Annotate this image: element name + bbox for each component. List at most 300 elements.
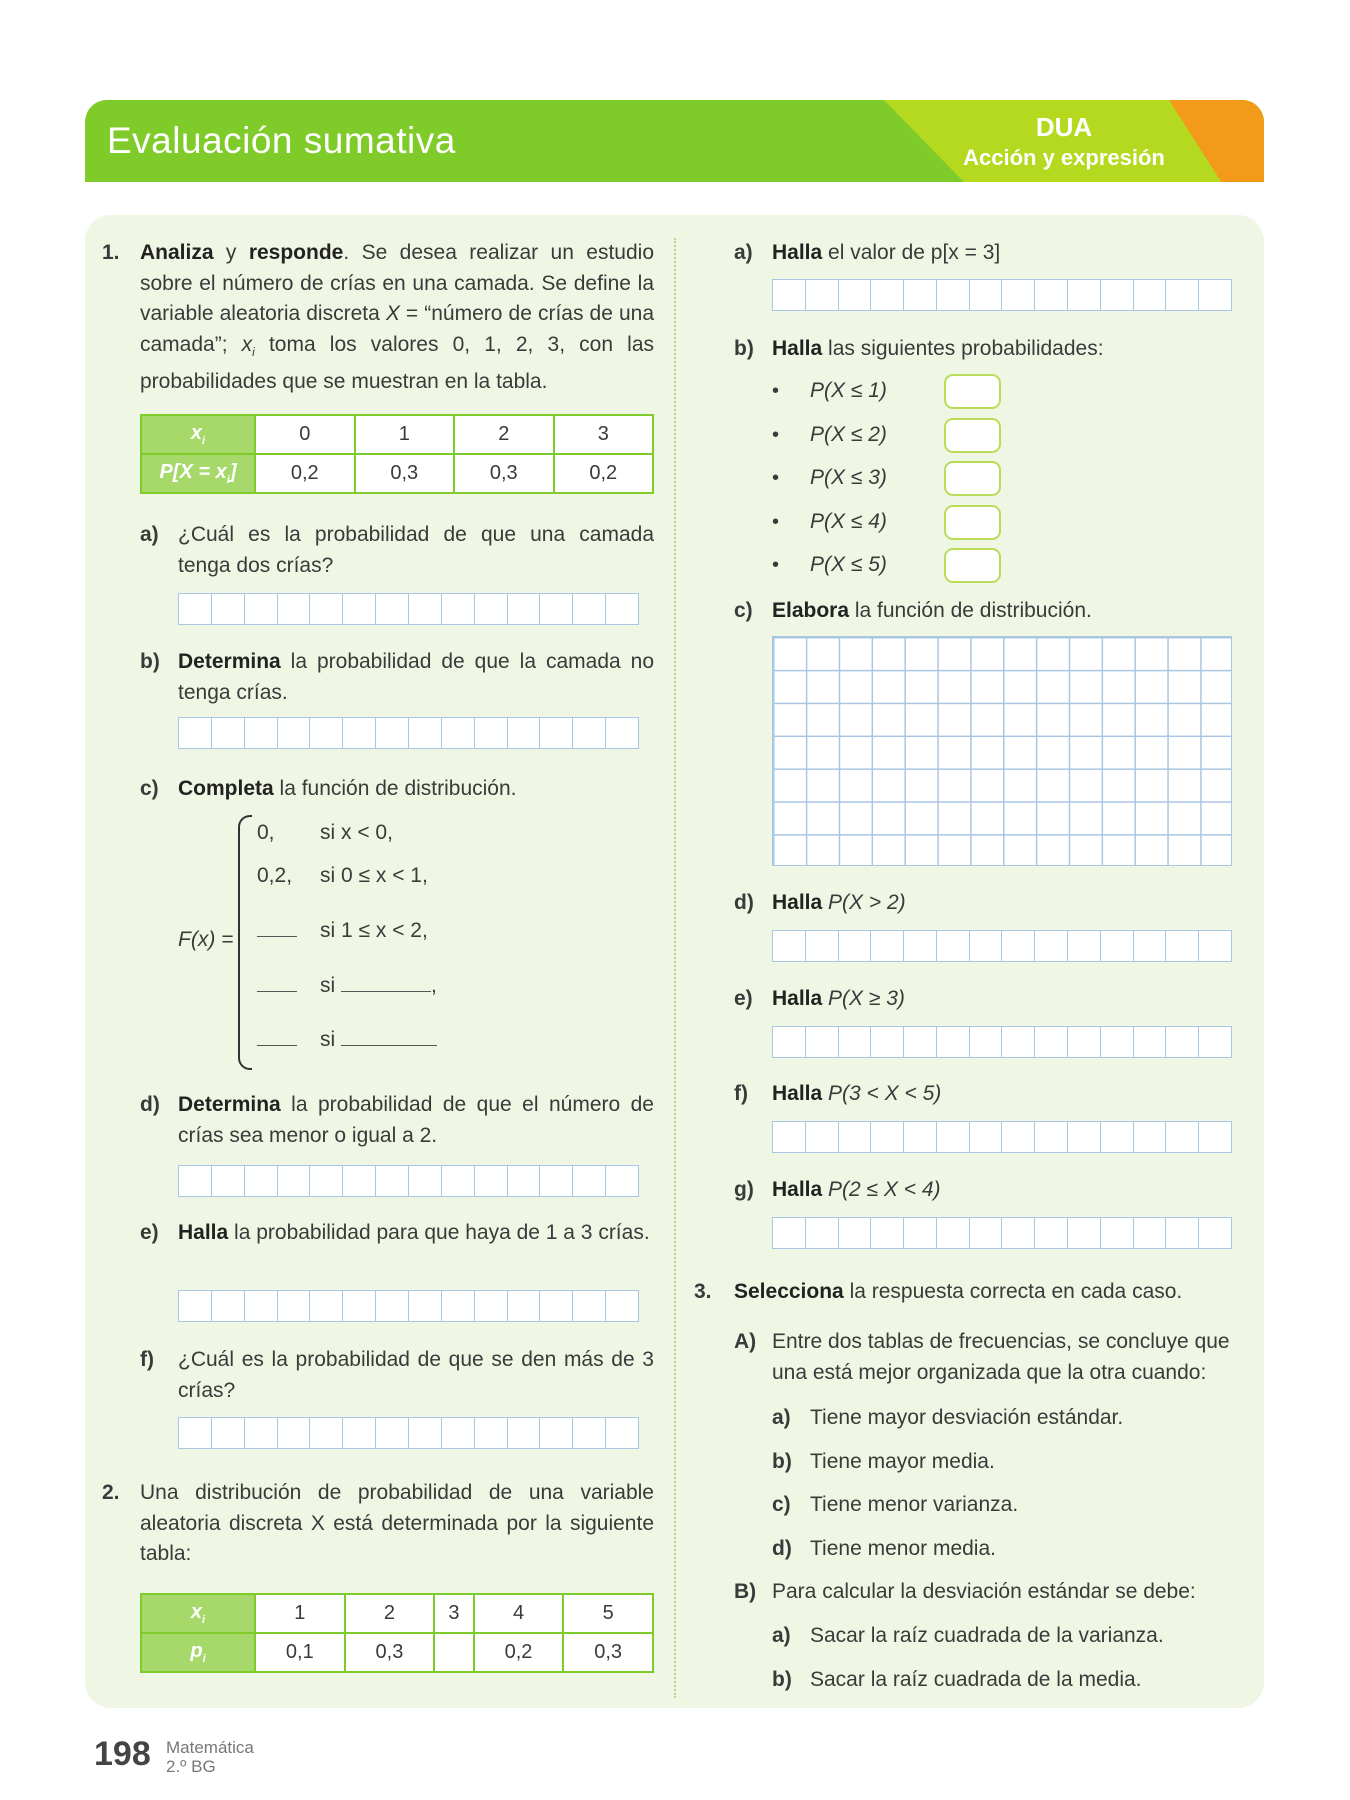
answer-cell[interactable] — [1166, 931, 1199, 961]
probability-answer-box[interactable] — [944, 461, 1001, 496]
bold: Determina — [178, 650, 281, 673]
distribution-grid[interactable] — [772, 636, 1232, 866]
option-letter[interactable]: b) — [772, 1449, 792, 1473]
answer-cell[interactable] — [376, 1166, 409, 1196]
answer-cell[interactable] — [1134, 931, 1167, 961]
q1c-letter: c) — [140, 777, 159, 800]
answer-cell[interactable] — [1002, 1218, 1035, 1248]
answer-cell[interactable] — [839, 931, 872, 961]
t: P(3 < X < 5) — [822, 1082, 942, 1105]
table-header-pi: $p_i$ — [141, 1633, 255, 1672]
answer-cell[interactable] — [343, 1166, 376, 1196]
answer-cell[interactable] — [1199, 1027, 1231, 1057]
t: la probabilidad de que la camada no tenga crías. — [178, 650, 654, 704]
answer-cell[interactable] — [773, 931, 806, 961]
answer-cell[interactable] — [1068, 1122, 1101, 1152]
q1b-letter: b) — [140, 650, 160, 673]
answer-cell[interactable] — [179, 1291, 212, 1321]
answer-cell[interactable] — [442, 1418, 475, 1448]
answer-cell[interactable] — [343, 1291, 376, 1321]
answer-cell[interactable] — [1035, 1218, 1068, 1248]
bullet-icon: • — [772, 380, 780, 402]
q1b-text — [178, 647, 654, 708]
q2d-answer-boxes[interactable] — [772, 930, 1232, 962]
fx-r2-value: 0,2, — [257, 864, 293, 887]
table-cell: 0,2 — [255, 454, 355, 493]
answer-cell[interactable] — [343, 718, 376, 748]
probability-answer-box[interactable] — [944, 418, 1001, 453]
answer-cell[interactable] — [904, 1218, 937, 1248]
answer-cell[interactable] — [475, 1291, 508, 1321]
answer-cell[interactable] — [540, 1291, 573, 1321]
answer-cell[interactable] — [409, 1291, 442, 1321]
answer-cell[interactable] — [970, 1027, 1003, 1057]
answer-cell[interactable] — [376, 1291, 409, 1321]
answer-cell[interactable] — [212, 1166, 245, 1196]
answer-cell[interactable] — [573, 718, 606, 748]
answer-cell[interactable] — [606, 1166, 638, 1196]
answer-cell[interactable] — [442, 1166, 475, 1196]
answer-cell[interactable] — [606, 718, 638, 748]
answer-cell[interactable] — [871, 280, 904, 310]
answer-cell[interactable] — [540, 718, 573, 748]
table-cell: 0,3 — [563, 1633, 653, 1672]
si: si — [320, 1028, 336, 1051]
fx-brace — [238, 815, 252, 1070]
answer-cell[interactable] — [508, 1418, 541, 1448]
answer-cell[interactable] — [1134, 1122, 1167, 1152]
fx-r5-value[interactable] — [257, 1025, 297, 1056]
answer-cell[interactable] — [409, 1166, 442, 1196]
answer-cell[interactable] — [376, 594, 409, 624]
fx-r3-value[interactable] — [257, 916, 297, 947]
answer-cell[interactable] — [773, 1027, 806, 1057]
answer-cell[interactable] — [1068, 1027, 1101, 1057]
q2c-text — [772, 596, 1242, 627]
answer-cell[interactable] — [1068, 931, 1101, 961]
q3-number: 3. — [694, 1280, 712, 1303]
probability-item: P(X ≤ 4) — [810, 509, 887, 533]
answer-cell[interactable] — [1002, 1027, 1035, 1057]
answer-cell[interactable] — [310, 594, 343, 624]
answer-cell[interactable] — [904, 280, 937, 310]
t: la función de distribución. — [273, 777, 517, 800]
answer-cell[interactable] — [310, 1291, 343, 1321]
answer-cell[interactable] — [1199, 280, 1231, 310]
q2d-text — [772, 888, 1242, 919]
answer-cell[interactable] — [970, 931, 1003, 961]
answer-cell[interactable] — [475, 594, 508, 624]
answer-cell[interactable] — [970, 280, 1003, 310]
q2b-letter: b) — [734, 337, 754, 360]
answer-cell[interactable] — [179, 1418, 212, 1448]
answer-cell[interactable] — [1035, 1122, 1068, 1152]
table-cell: 0,1 — [255, 1633, 345, 1672]
answer-cell[interactable] — [904, 931, 937, 961]
answer-cell[interactable] — [409, 718, 442, 748]
answer-cell[interactable] — [475, 1418, 508, 1448]
q2d-letter: d) — [734, 891, 754, 914]
table-cell: 0,2 — [554, 454, 654, 493]
column-divider — [674, 238, 676, 1698]
bold: Halla — [178, 1221, 229, 1244]
answer-cell[interactable] — [1199, 1122, 1231, 1152]
answer-cell[interactable] — [839, 1122, 872, 1152]
q1f-text: ¿Cuál es la probabilidad de que se den más de 3 crías? — [178, 1348, 654, 1402]
answer-cell[interactable] — [871, 1027, 904, 1057]
answer-cell[interactable] — [806, 1218, 839, 1248]
table-cell: 5 — [563, 1594, 653, 1633]
t: la probabilidad de que el número de crías sea menor o igual a 2. — [178, 1093, 654, 1147]
probability-item: P(X ≤ 5) — [810, 553, 887, 576]
answer-cell[interactable] — [409, 1418, 442, 1448]
table-cell: 1 — [355, 415, 455, 454]
answer-cell[interactable] — [245, 1418, 278, 1448]
q2g-answer-boxes[interactable] — [772, 1217, 1232, 1249]
answer-cell[interactable] — [1101, 1027, 1134, 1057]
answer-cell[interactable] — [1166, 1218, 1199, 1248]
probability-item: P(X ≤ 3) — [810, 466, 887, 489]
answer-cell[interactable] — [278, 1166, 311, 1196]
answer-cell[interactable] — [1199, 1218, 1231, 1248]
q1-var: X — [385, 302, 400, 325]
q1a-answer-boxes[interactable] — [178, 593, 639, 625]
answer-cell[interactable] — [343, 1418, 376, 1448]
t: la probabilidad para que haya de 1 a 3 crías. — [228, 1221, 650, 1244]
bullet-icon: • — [772, 510, 780, 533]
answer-cell[interactable] — [871, 1218, 904, 1248]
table-cell: 1 — [255, 1594, 345, 1633]
answer-cell[interactable] — [1002, 931, 1035, 961]
answer-cell[interactable] — [540, 594, 573, 624]
answer-cell[interactable] — [442, 594, 475, 624]
h: x — [190, 422, 203, 444]
answer-cell[interactable] — [212, 1291, 245, 1321]
answer-cell[interactable] — [904, 1027, 937, 1057]
table-header-p: $P[X = x_i]$ — [141, 454, 255, 493]
table-cell: 4 — [474, 1594, 564, 1633]
q1-probability-table — [140, 414, 654, 494]
option-text[interactable]: Tiene menor varianza. — [810, 1493, 1019, 1516]
si: si — [320, 974, 336, 997]
q1c-text — [178, 774, 654, 805]
answer-cell[interactable] — [839, 280, 872, 310]
answer-cell[interactable] — [508, 1291, 541, 1321]
answer-cell[interactable] — [1035, 1027, 1068, 1057]
table-cell: 2 — [345, 1594, 435, 1633]
answer-cell[interactable] — [1002, 280, 1035, 310]
answer-cell[interactable] — [442, 1291, 475, 1321]
q3B-text: Para calcular la desviación estándar se debe: — [772, 1580, 1196, 1603]
answer-cell[interactable] — [1101, 1122, 1134, 1152]
answer-cell[interactable] — [937, 1027, 970, 1057]
probability-answer-box[interactable] — [944, 548, 1001, 583]
q1e-text — [178, 1218, 654, 1249]
answer-cell[interactable] — [508, 594, 541, 624]
answer-cell[interactable] — [540, 1418, 573, 1448]
dua-subtitle: Acción y expresión — [963, 145, 1165, 170]
t: el valor de p[x = 3] — [822, 241, 1001, 264]
answer-cell[interactable] — [1101, 280, 1134, 310]
answer-cell[interactable] — [540, 1166, 573, 1196]
q1-statement — [140, 238, 654, 398]
bullet-icon: • — [772, 554, 780, 576]
option-letter[interactable]: a) — [772, 1624, 791, 1647]
answer-cell[interactable] — [871, 1122, 904, 1152]
h: ] — [229, 461, 237, 483]
q1-bold-responde: responde — [248, 241, 344, 264]
q2a-letter: a) — [734, 241, 753, 264]
option-text[interactable]: Tiene mayor media. — [810, 1449, 995, 1473]
q1b-answer-boxes[interactable] — [178, 717, 639, 749]
answer-cell[interactable] — [606, 1291, 638, 1321]
answer-cell[interactable] — [1134, 1027, 1167, 1057]
answer-cell[interactable] — [475, 1166, 508, 1196]
bold: Halla — [772, 241, 823, 264]
option-text[interactable]: Sacar la raíz cuadrada de la varianza. — [810, 1624, 1164, 1647]
answer-cell[interactable] — [937, 931, 970, 961]
answer-cell[interactable] — [212, 1418, 245, 1448]
answer-cell[interactable] — [310, 718, 343, 748]
t: la respuesta correcta en cada caso. — [843, 1280, 1183, 1303]
t: las siguientes probabilidades: — [822, 337, 1104, 360]
q3B-letter: B) — [734, 1580, 757, 1603]
table-cell: 0,3 — [454, 454, 554, 493]
bold: Completa — [178, 777, 274, 800]
answer-cell[interactable] — [573, 1291, 606, 1321]
q2-statement: Una distribución de probabilidad de una variable aleatoria discreta X está determinada por la siguiente tabla: — [140, 1481, 654, 1565]
answer-cell[interactable] — [179, 594, 212, 624]
section-header — [85, 100, 1264, 182]
answer-cell[interactable] — [278, 594, 311, 624]
q2e-answer-boxes[interactable] — [772, 1026, 1232, 1058]
option-letter[interactable]: b) — [772, 1667, 792, 1691]
answer-cell[interactable] — [937, 280, 970, 310]
page-title: Evaluación sumativa — [107, 120, 456, 161]
q1-text: y — [213, 241, 249, 264]
answer-cell[interactable] — [475, 718, 508, 748]
q2a-answer-boxes[interactable] — [772, 279, 1232, 311]
fx-r4-value[interactable] — [257, 971, 297, 1002]
q1-text: = “número de crías de una camada”; — [140, 302, 654, 356]
q1-var: x — [241, 332, 253, 356]
answer-cell[interactable] — [773, 1218, 806, 1248]
t: la función de distribución. — [849, 599, 1092, 622]
fx-lhs: F(x) = — [178, 928, 234, 951]
answer-cell[interactable] — [245, 1166, 278, 1196]
option-text[interactable]: Sacar la raíz cuadrada de la media. — [810, 1667, 1142, 1691]
footer-subject — [166, 1738, 254, 1776]
answer-cell[interactable] — [278, 1418, 311, 1448]
bold: Halla — [772, 1178, 823, 1201]
answer-cell[interactable] — [871, 931, 904, 961]
answer-cell[interactable] — [343, 594, 376, 624]
answer-cell[interactable] — [212, 718, 245, 748]
answer-cell[interactable] — [806, 1027, 839, 1057]
answer-cell[interactable] — [1002, 1122, 1035, 1152]
q2f-letter: f) — [734, 1082, 748, 1105]
answer-cell[interactable] — [179, 718, 212, 748]
answer-cell[interactable] — [212, 594, 245, 624]
option-letter[interactable]: d) — [772, 1536, 792, 1560]
answer-cell[interactable] — [508, 718, 541, 748]
answer-cell[interactable] — [1199, 931, 1231, 961]
fx-r1-cond: si x < 0, — [320, 821, 393, 844]
bold: Selecciona — [734, 1280, 844, 1303]
answer-cell[interactable] — [573, 1166, 606, 1196]
answer-cell[interactable] — [245, 718, 278, 748]
answer-cell[interactable] — [409, 594, 442, 624]
answer-cell[interactable] — [937, 1218, 970, 1248]
answer-cell[interactable] — [806, 280, 839, 310]
fx-r2-cond: si 0 ≤ x < 1, — [320, 864, 428, 887]
answer-cell[interactable] — [1166, 1122, 1199, 1152]
q1-bold-analiza: Analiza — [140, 241, 214, 264]
table-cell: 3 — [554, 415, 654, 454]
option-letter[interactable]: c) — [772, 1493, 791, 1516]
q1-text: toma los valores 0, 1, 2, 3, con las probabilidades que se muestran en la tabla. — [140, 332, 654, 394]
answer-cell[interactable] — [376, 718, 409, 748]
answer-cell[interactable] — [970, 1218, 1003, 1248]
q3A-text: Entre dos tablas de frecuencias, se concluye que una está mejor organizada que la otra cuando: — [772, 1330, 1230, 1384]
answer-cell[interactable] — [376, 1418, 409, 1448]
table-cell-empty[interactable] — [434, 1633, 473, 1672]
answer-cell[interactable] — [245, 1291, 278, 1321]
t: P(2 ≤ X < 4) — [822, 1178, 941, 1201]
dua-badge — [934, 112, 1194, 171]
answer-cell[interactable] — [1035, 280, 1068, 310]
answer-cell[interactable] — [839, 1218, 872, 1248]
t: P(X > 2) — [822, 891, 906, 914]
probability-answer-box[interactable] — [944, 374, 1001, 409]
probability-answer-box[interactable] — [944, 505, 1001, 540]
table-cell: 0,3 — [345, 1633, 435, 1672]
probability-item: P(X ≤ 2) — [810, 422, 887, 446]
bold: Halla — [772, 891, 823, 914]
answer-cell[interactable] — [1166, 280, 1199, 310]
page-number: 198 — [94, 1735, 151, 1773]
fx-r3-cond: si 1 ≤ x < 2, — [320, 919, 428, 942]
table-cell: 3 — [434, 1594, 473, 1633]
q1f-answer-boxes[interactable] — [178, 1417, 639, 1449]
q2f-text — [772, 1079, 1242, 1110]
dua-title: DUA — [1035, 112, 1093, 142]
answer-cell[interactable] — [606, 1418, 638, 1448]
answer-cell[interactable] — [508, 1166, 541, 1196]
answer-cell[interactable] — [1068, 280, 1101, 310]
answer-cell[interactable] — [573, 594, 606, 624]
q1-text: . Se desea realizar un estudio sobre el número de crías en una camada. Se define la variable aleatoria discreta — [140, 241, 655, 325]
q2c-letter: c) — [734, 599, 753, 622]
fx-r1-value: 0, — [257, 821, 275, 844]
answer-cell[interactable] — [1134, 280, 1167, 310]
answer-cell[interactable] — [179, 1166, 212, 1196]
table-cell: 0,2 — [474, 1633, 564, 1672]
answer-cell[interactable] — [1166, 1027, 1199, 1057]
answer-cell[interactable] — [806, 931, 839, 961]
answer-cell[interactable] — [773, 1122, 806, 1152]
table-cell: 0,3 — [355, 454, 455, 493]
bold: Halla — [772, 987, 823, 1010]
h: p — [190, 1640, 203, 1662]
h: x — [190, 1601, 203, 1623]
answer-cell[interactable] — [806, 1122, 839, 1152]
option-text[interactable]: Tiene mayor desviación estándar. — [810, 1406, 1124, 1429]
bullet-icon: • — [772, 423, 780, 446]
answer-cell[interactable] — [839, 1027, 872, 1057]
answer-cell[interactable] — [573, 1418, 606, 1448]
answer-cell[interactable] — [310, 1166, 343, 1196]
option-letter[interactable]: a) — [772, 1406, 791, 1429]
q1-sub: i — [252, 344, 255, 359]
option-text[interactable]: Tiene menor media. — [810, 1536, 996, 1560]
subject: Matemática — [166, 1738, 254, 1757]
q2e-text — [772, 984, 1242, 1015]
fx-r5-cond[interactable] — [320, 1025, 437, 1056]
q2a-text — [772, 238, 1242, 269]
t: P(X ≥ 3) — [822, 987, 905, 1010]
q2-probability-table — [140, 1593, 654, 1673]
h: P[X = x — [159, 461, 227, 483]
answer-cell[interactable] — [606, 594, 638, 624]
q1d-letter: d) — [140, 1093, 160, 1116]
answer-cell[interactable] — [278, 718, 311, 748]
answer-cell[interactable] — [904, 1122, 937, 1152]
bold: Elabora — [772, 599, 850, 622]
q1a-letter: a) — [140, 523, 159, 546]
q1a-text: ¿Cuál es la probabilidad de que una camada tenga dos crías? — [178, 523, 654, 577]
bullet-icon: • — [772, 467, 780, 489]
answer-cell[interactable] — [310, 1418, 343, 1448]
answer-cell[interactable] — [245, 594, 278, 624]
bold: Determina — [178, 1093, 281, 1116]
answer-cell[interactable] — [1101, 1218, 1134, 1248]
bold: Halla — [772, 337, 823, 360]
q2g-letter: g) — [734, 1178, 754, 1201]
q1e-answer-boxes[interactable] — [178, 1290, 639, 1322]
table-cell: 0 — [255, 415, 355, 454]
q1f-letter: f) — [140, 1348, 154, 1371]
q2-number: 2. — [102, 1481, 120, 1504]
answer-cell[interactable] — [1134, 1218, 1167, 1248]
answer-cell[interactable] — [937, 1122, 970, 1152]
answer-cell[interactable] — [773, 280, 806, 310]
q2b-text — [772, 334, 1242, 365]
q1d-text — [178, 1090, 654, 1151]
answer-cell[interactable] — [442, 718, 475, 748]
answer-cell[interactable] — [970, 1122, 1003, 1152]
bold: Halla — [772, 1082, 823, 1105]
answer-cell[interactable] — [278, 1291, 311, 1321]
answer-cell[interactable] — [1068, 1218, 1101, 1248]
answer-cell[interactable] — [1101, 931, 1134, 961]
table-header-xi: $x_i$ — [141, 1594, 255, 1633]
q1-number: 1. — [102, 241, 120, 264]
grade: 2.º BG — [166, 1757, 216, 1776]
fx-r4-cond[interactable] — [320, 971, 437, 1002]
table-cell: 2 — [454, 415, 554, 454]
q2f-answer-boxes[interactable] — [772, 1121, 1232, 1153]
answer-cell[interactable] — [1035, 931, 1068, 961]
q3A-letter: A) — [734, 1330, 757, 1353]
probability-item: P(X ≤ 1) — [810, 379, 887, 402]
q1d-answer-boxes[interactable] — [178, 1165, 639, 1197]
q3-statement — [734, 1277, 1254, 1308]
q2e-letter: e) — [734, 987, 753, 1010]
q1e-letter: e) — [140, 1221, 159, 1244]
comma: , — [431, 974, 437, 997]
table-header-xi: $x_i$ — [141, 415, 255, 454]
